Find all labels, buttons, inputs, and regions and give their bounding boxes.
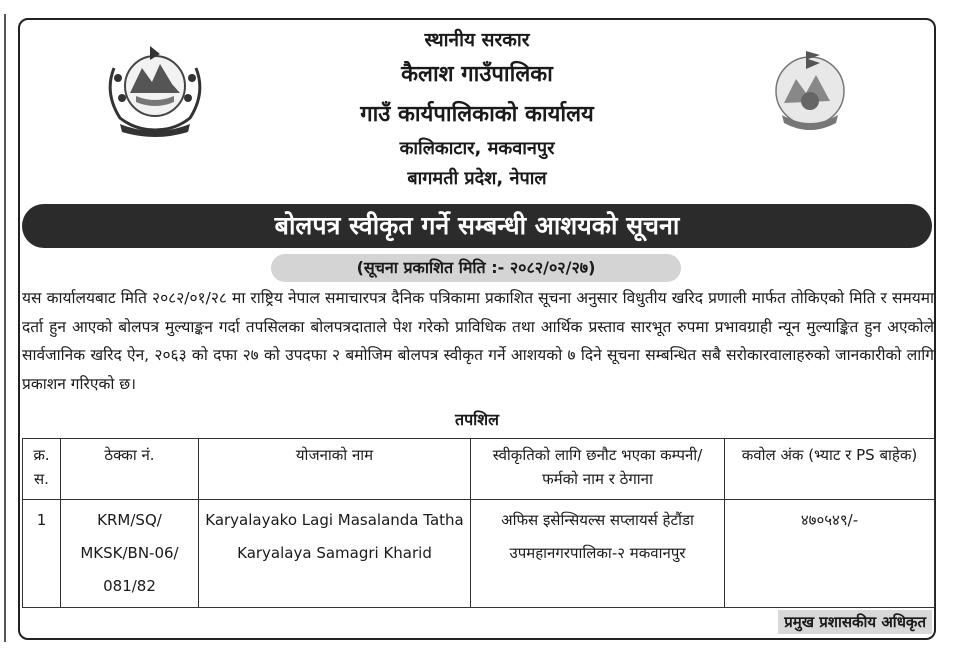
- header-local-government: स्थानीय सरकार: [424, 29, 530, 51]
- header-province: बागमती प्रदेश, नेपाल: [407, 168, 547, 189]
- header-address: कालिकाटार, मकवानपुर: [399, 138, 555, 159]
- cell-project-name: Karyalayako Lagi Masalanda Tatha Karyalaya Samagri Kharid: [199, 500, 471, 608]
- signature-label: प्रमुख प्रशासकीय अधिकृत: [778, 610, 932, 634]
- header-project-name: योजनाको नाम: [199, 439, 471, 500]
- header-company: स्वीकृतिको लागि छनौट भएका कम्पनी/फर्मको नाम र ठेगाना: [471, 439, 725, 500]
- schedule-label: तपशिल: [454, 410, 500, 429]
- notice-title: बोलपत्र स्वीकृत गर्ने सम्बन्धी आशयको सूचना: [22, 204, 932, 248]
- header-municipality-name: कैलाश गाउँपालिका: [401, 62, 553, 87]
- cell-serial: 1: [23, 500, 61, 608]
- contract-table: [22, 438, 935, 608]
- table-row: [23, 500, 935, 608]
- cell-amount: ४७०५४९/-: [725, 500, 935, 608]
- header-serial: क्र. स.: [23, 439, 61, 500]
- table-header-row: [23, 439, 935, 500]
- header-office-name: गाउँ कार्यपालिकाको कार्यालय: [360, 102, 594, 127]
- header-contract-no: ठेक्का नं.: [61, 439, 199, 500]
- published-date: (सूचना प्रकाशित मिति :- २०८२/०२/२७): [271, 254, 681, 282]
- cell-company: अफिस इसेन्सियल्स सप्लायर्स हेटौंडा उपमहानगरपालिका-२ मकवानपुर: [471, 500, 725, 608]
- header-amount: कवोल अंक (भ्याट र PS बाहेक): [725, 439, 935, 500]
- cell-contract-no: KRM/SQ/ MKSK/BN-06/ 081/82: [61, 500, 199, 608]
- notice-body: यस कार्यालयबाट मिति २०८२/०१/२८ मा राष्ट्रिय नेपाल समाचारपत्र दैनिक पत्रिकामा प्रकाशित सूचना अनुसार विधुतीय खरिद प्रणाली मार्फत तोकिएको मिति र समयमा दर्ता हुन आएको बोलपत्र मुल्याङ्कन गर्दा तपसिलका बोलपत्रदाताले पेश गरेको प्राविधिक तथा आर्थिक प्रस्ताव सारभूत रुपमा प्रभावग्राही न्यून मुल्याङ्कित हुन अएकोले सार्वजानिक खरिद ऐन, २०६३ को दफा २७ को उपदफा २ बमोजिम बोलपत्र स्वीकृत गर्ने आशयको ७ दिने सूचना सम्बन्धित सबै सरोकारवालाहरुको जानकारीको लागि प्रकाशन गरिएको छ।: [22, 289, 934, 393]
